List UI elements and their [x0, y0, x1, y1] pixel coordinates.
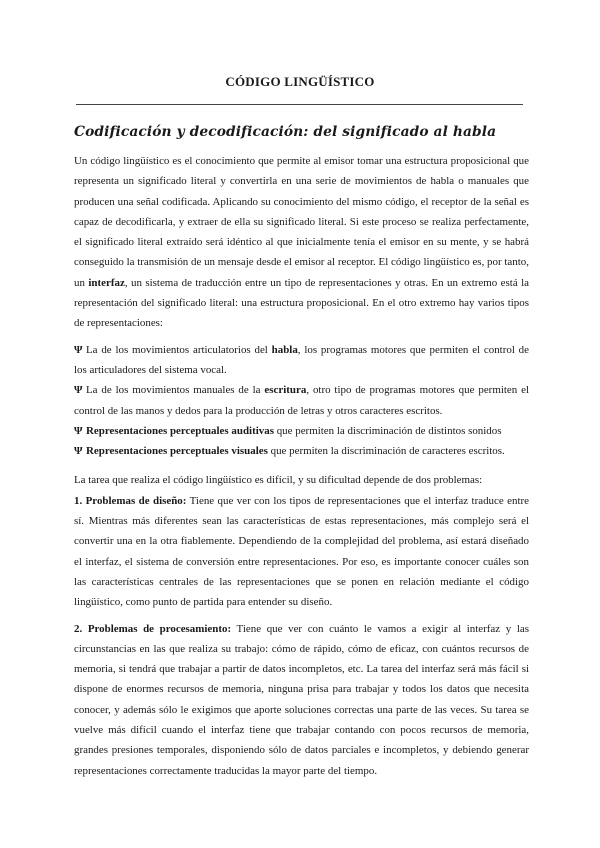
- psi-bullet-icon: Ψ: [74, 384, 83, 397]
- problem-paragraph-processing: 2. Problemas de procesamiento: Tiene que ver con cuánto le vamos a exigir al interfaz y las circunstancias en las que realiza su trabajo: cómo de rápido, cómo de eficaz, con cuántos recursos de memoria, si tendrá que trabajar a partir de datos incompletos, etc. La tarea del interfaz será más fácil si dispone de enormes recursos de memoria, ninguna prisa para trabajar y todos los datos que necesita conocer, y además sólo le exigimos que aporte soluciones correctas una parte de las veces. Su tarea se vuelve más difícil cuando el interfaz tiene que trabajar contando con pocos recursos de memoria, grandes presiones temporales, disponiendo sólo de datos parciales e incompletos, y debiendo generar representaciones correctamente traducidas la mayor parte del tiempo.: [74, 622, 529, 777]
- bullet-item: Ψ Representaciones perceptuales auditivas que permiten la discriminación de distintos sonidos: [74, 421, 529, 441]
- psi-bullet-icon: Ψ: [74, 343, 83, 356]
- bullet-item: Ψ La de los movimientos manuales de la escritura, otro tipo de programas motores que permiten el control de las manos y dedos para la producción de letras y otros caracteres escritos.: [74, 380, 529, 421]
- problem-heading: 2. Problemas de procesamiento:: [74, 622, 232, 635]
- bullet-item: Ψ Representaciones perceptuales visuales que permiten la discriminación de caracteres escritos.: [74, 441, 529, 461]
- page-title: CÓDIGO LINGÜÍSTICO: [225, 74, 375, 89]
- psi-bullet-icon: Ψ: [74, 445, 83, 458]
- psi-bullet-icon: Ψ: [74, 424, 83, 437]
- task-intro-paragraph: La tarea que realiza el código lingüístico es difícil, y su dificultad depende de dos problemas:: [74, 474, 483, 487]
- bullet-item: Ψ La de los movimientos articulatorios del habla, los programas motores que permiten el control de los articuladores del sistema vocal.: [74, 340, 529, 381]
- body-text: [74, 151, 529, 781]
- intro-text: Un código lingüístico es el conocimiento que permite al emisor tomar una estructura proposicional que representa un significado literal y convertirla en una serie de movimientos de habla o manuales que producen una señal codificada. Aplicando su conocimiento del mismo código, el receptor de la señal es capaz de decodificarla, y extraer de ella su significado literal. Si este proceso se realiza perfectamente, el significado literal extraído será idéntico al que inicialmente tenía el emisor en su mente, y se habrá conseguido la transmisión de un mensaje desde el emisor al receptor. El código lingüístico es, por tanto, un: [74, 155, 529, 289]
- title-divider: [76, 104, 523, 105]
- intro-text-rest: , un sistema de traducción entre un tipo de representaciones y otras. En un extremo está la representación del significado literal: una estructura proposicional. En el otro extremo hay varios tipos de representaciones:: [74, 276, 529, 330]
- intro-paragraph: [74, 151, 529, 334]
- problem-paragraph-design: 1. Problemas de diseño: Tiene que ver con los tipos de representaciones que el interfaz traduce entre sí. Mientras más diferentes sean las características de estas representaciones, más complejo será el convertir una en la otra fiablemente. Dependiendo de la complejidad del problema, así estará diseñado el interfaz, el sistema de conversión entre representaciones. Por eso, es importante conocer cuáles son las características centrales de las representaciones que se ponen en relación mediante el código lingüístico, como punto de partida para entender su diseño.: [74, 494, 529, 609]
- problem-heading: 1. Problemas de diseño:: [74, 494, 187, 507]
- intro-bold-term: interfaz: [88, 276, 125, 289]
- section-heading: Codificación y decodificación: del significado al habla: [74, 124, 497, 140]
